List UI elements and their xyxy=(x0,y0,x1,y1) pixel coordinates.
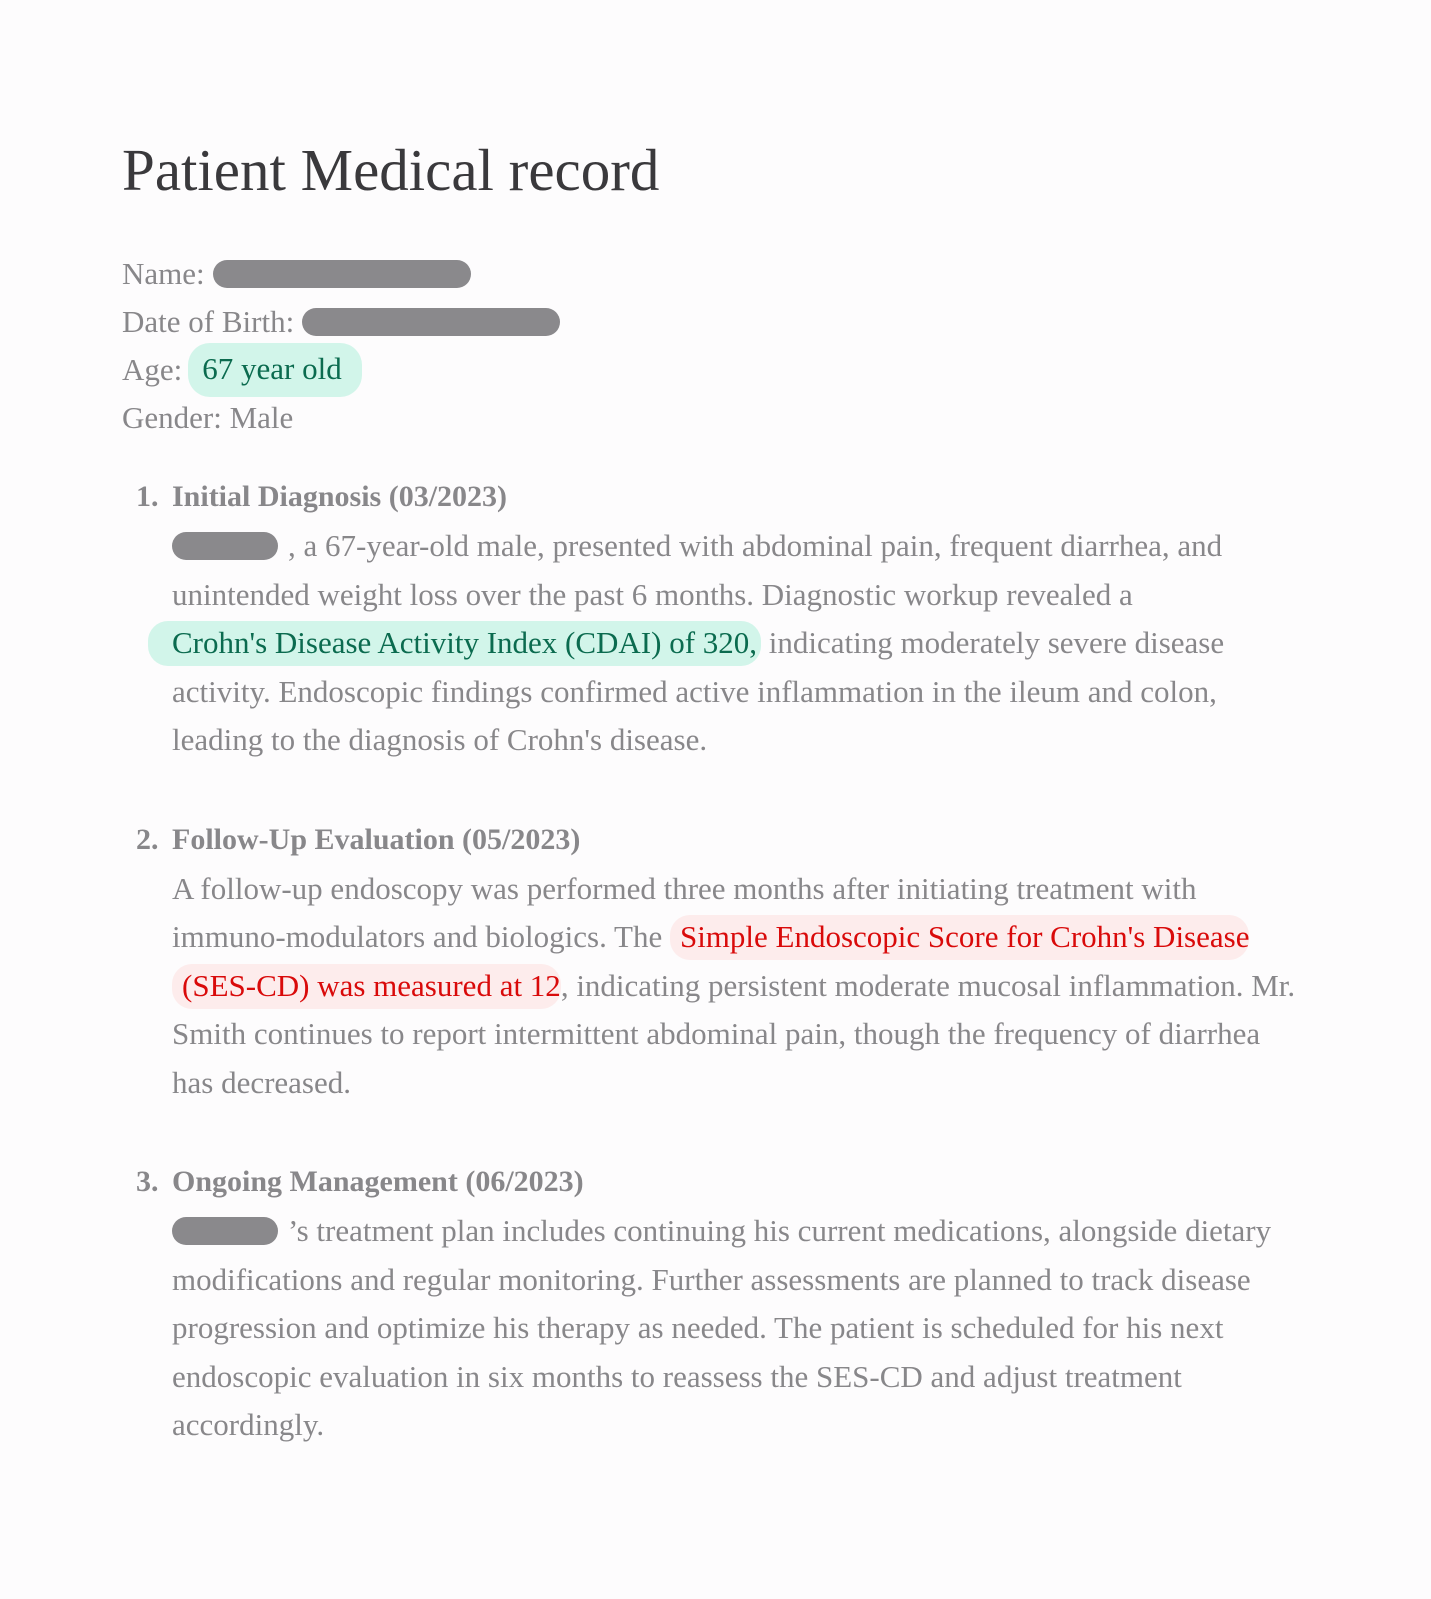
patient-info xyxy=(122,250,1322,442)
patient-name-redaction-bar xyxy=(172,532,278,560)
section-ongoing-management xyxy=(122,1157,1322,1450)
dob-row xyxy=(122,298,1322,346)
medical-record-page xyxy=(122,130,1322,1500)
cdai-highlight: Crohn's Disease Activity Index (CDAI) of 320, xyxy=(148,621,761,666)
section-title: Ongoing Management (06/2023) xyxy=(172,1165,584,1198)
body-text: ’s treatment plan includes continuing his current medications, alongside dietary modifications and regular monitoring. Further assessments are planned to track disease progression and optimize his therapy as needed. The patient is scheduled for his next endoscopic evaluation in six months to reassess the SES-CD and adjust treatment accordingly. xyxy=(172,1213,1272,1442)
dob-redaction-bar xyxy=(302,308,560,336)
gender-row xyxy=(122,394,1322,442)
section-number: 2. xyxy=(136,822,159,856)
section-title: Follow-Up Evaluation (05/2023) xyxy=(172,822,581,856)
body-text: A follow-up endoscopy was performed three months after initiating treatment with immuno-modulators and biologics. The xyxy=(172,870,1197,954)
section-initial-diagnosis xyxy=(122,472,1322,765)
gender-label: Gender: xyxy=(122,400,222,435)
age-value-highlight: 67 year old xyxy=(188,343,361,397)
section-body xyxy=(172,522,1302,765)
patient-name-redaction-bar xyxy=(172,1217,278,1245)
record-sections xyxy=(122,472,1322,1450)
age-row xyxy=(122,346,1322,394)
page-title: Patient Medical record xyxy=(122,137,660,203)
body-text: , a 67-year-old male, presented with abdominal pain, frequent diarrhea, and unintended weight loss over the past 6 months. Diagnostic workup revealed a xyxy=(172,528,1223,612)
section-follow-up-evaluation xyxy=(122,815,1322,1108)
ses-cd-highlight: Simple Endoscopic Score for Crohn's Disease (SES-CD) was measured at 12 xyxy=(172,915,1249,1009)
body-text: , indicating persistent moderate mucosal inflammation. Mr. Smith continues to report intermittent abdominal pain, though the frequency of diarrhea has decreased. xyxy=(172,967,1296,1100)
age-label: Age: xyxy=(122,352,183,387)
dob-label: Date of Birth: xyxy=(122,304,295,339)
section-title: Initial Diagnosis (03/2023) xyxy=(172,480,508,513)
name-label: Name: xyxy=(122,256,205,291)
section-body xyxy=(172,1207,1302,1450)
section-body xyxy=(172,865,1302,1108)
gender-value: Male xyxy=(229,400,294,435)
section-number: 1. xyxy=(136,480,159,513)
name-row xyxy=(122,250,1322,298)
section-number: 3. xyxy=(136,1165,159,1198)
body-text: indicating moderately severe disease activity. Endoscopic findings confirmed active inflammation in the ileum and colon, leading to the diagnosis of Crohn's disease. xyxy=(172,625,1225,757)
name-redaction-bar xyxy=(213,260,471,288)
